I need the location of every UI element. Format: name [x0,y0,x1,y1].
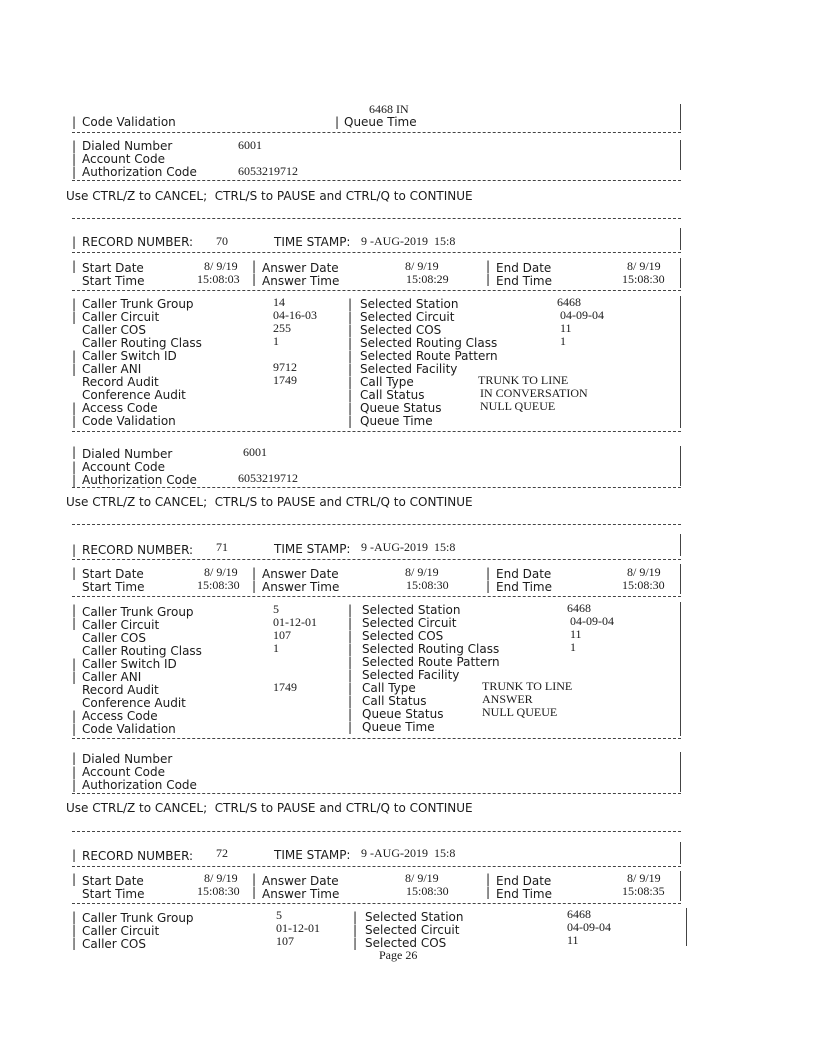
answer-date-label: Answer Date [262,261,339,275]
divider [72,866,681,867]
caller-ani-label: Caller ANI [82,670,142,684]
record-audit-label: Record Audit [82,375,159,389]
record-audit-label: Record Audit [82,683,159,697]
authorization-code-value: 6053219712 [238,164,298,178]
pipe: | [348,388,353,402]
start-date-value: 8/ 9/19 [204,871,238,885]
time-stamp-value: 9 -AUG-2019 15:8 [361,234,456,248]
pipe: | [348,603,353,617]
pipe: | [348,616,353,630]
time-stamp-label: TIME STAMP: [274,542,351,556]
answer-time-value: 15:08:30 [406,578,449,592]
caller-cos-value: 255 [273,321,291,335]
account-code-label: Account Code [82,460,165,474]
pipe: | [252,566,257,580]
selected-facility-label: Selected Facility [360,362,458,376]
pipe: | [72,616,77,630]
pipe: | [72,765,77,779]
end-date-label: End Date [496,874,552,888]
selected-circuit-value: 04-09-04 [567,920,611,934]
record-audit-value: 1749 [273,680,297,694]
divider [72,290,681,291]
end-time-value: 15:08:30 [622,578,665,592]
pipe: | [72,473,77,487]
pipe: | [252,579,257,593]
caller-switch-id-label: Caller Switch ID [82,349,177,363]
pipe: | [72,152,77,166]
selected-station-label: Selected Station [362,603,461,617]
caller-circuit-value: 01-12-01 [273,615,317,629]
page-number: Page 26 [379,948,418,962]
caller-trunk-group-label: Caller Trunk Group [82,911,194,925]
divider [72,831,681,832]
pipe: | [335,115,340,129]
pipe: | [72,362,77,376]
pipe: | [72,297,77,311]
selected-station-value: 6468 [567,907,591,921]
selected-cos-value: 11 [560,321,572,335]
divider [72,793,681,794]
pipe: | [72,872,77,886]
queue-time-label: Queue Time [344,115,417,129]
start-time-value: 15:08:30 [197,884,240,898]
authorization-code-label: Authorization Code [82,473,197,487]
selected-station-value: 6468 [567,601,591,615]
end-date-label: End Date [496,567,552,581]
pipe: | [72,401,77,415]
pipe: | [348,629,353,643]
access-code-label: Access Code [82,709,158,723]
dialed-number-value: 6001 [238,138,262,152]
end-time-value: 15:08:30 [622,272,665,286]
record-number-value: 71 [216,540,228,554]
pipe: | [72,657,77,671]
pipe: | [348,362,353,376]
pipe: | [72,445,77,459]
answer-date-label: Answer Date [262,567,339,581]
pipe: | [252,272,257,286]
caller-cos-value: 107 [273,628,291,642]
selected-routing-class-value: 1 [570,640,576,654]
answer-time-label: Answer Time [262,274,340,288]
border [680,258,681,288]
divider [72,524,681,525]
pipe: | [348,414,353,428]
start-date-label: Start Date [82,874,144,888]
caller-trunk-group-value: 5 [273,602,279,616]
end-date-label: End Date [496,261,552,275]
pipe: | [486,259,491,273]
divider [72,132,681,133]
pipe: | [348,668,353,682]
time-stamp-label: TIME STAMP: [274,235,351,249]
pipe: | [252,872,257,886]
facility-value: 6468 IN [369,102,409,116]
call-status-value: IN CONVERSATION [480,386,588,400]
queue-time-label: Queue Time [360,414,433,428]
answer-date-value: 8/ 9/19 [405,565,439,579]
authorization-code-label: Authorization Code [82,165,197,179]
divider [72,431,681,432]
pipe: | [72,910,77,924]
selected-circuit-value: 04-09-04 [560,308,604,322]
call-type-value: TRUNK TO LINE [482,679,573,693]
border [680,602,681,736]
divider [72,252,681,253]
call-type-label: Call Type [362,681,416,695]
answer-time-label: Answer Time [262,887,340,901]
start-time-value: 15:08:30 [197,578,240,592]
pipe: | [348,336,353,350]
start-time-value: 15:08:03 [197,272,240,286]
pipe: | [348,707,353,721]
call-status-value: ANSWER [482,692,533,706]
answer-date-label: Answer Date [262,874,339,888]
pipe: | [353,936,358,950]
call-status-label: Call Status [360,388,425,402]
start-time-label: Start Time [82,580,145,594]
selected-routing-class-label: Selected Routing Class [362,642,500,656]
account-code-label: Account Code [82,152,165,166]
record-number-label: RECORD NUMBER: [82,235,194,249]
caller-trunk-group-value: 14 [273,295,285,309]
answer-time-label: Answer Time [262,580,340,594]
code-validation-label: Code Validation [82,115,176,129]
time-stamp-label: TIME STAMP: [274,848,351,862]
selected-cos-value: 11 [570,627,582,641]
caller-switch-id-label: Caller Switch ID [82,657,177,671]
pipe: | [72,936,77,950]
dialed-number-label: Dialed Number [82,752,173,766]
pipe: | [72,165,77,179]
queue-status-label: Queue Status [360,401,442,415]
pipe: | [72,848,77,862]
pipe: | [486,872,491,886]
caller-trunk-group-value: 5 [276,908,282,922]
pipe: | [72,603,77,617]
selected-circuit-label: Selected Circuit [360,310,455,324]
continue-prompt: Use CTRL/Z to CANCEL; CTRL/S to PAUSE and CTRL/Q to CONTINUE [66,495,473,509]
pipe: | [348,655,353,669]
end-time-label: End Time [496,887,552,901]
caller-routing-class-label: Caller Routing Class [82,644,202,658]
answer-time-value: 15:08:29 [406,272,449,286]
pipe: | [348,642,353,656]
pipe: | [348,310,353,324]
pipe: | [72,543,77,557]
caller-ani-label: Caller ANI [82,362,142,376]
account-code-label: Account Code [82,765,165,779]
divider [72,559,681,560]
answer-date-value: 8/ 9/19 [405,259,439,273]
end-time-label: End Time [496,274,552,288]
pipe: | [353,910,358,924]
start-date-value: 8/ 9/19 [204,259,238,273]
selected-station-label: Selected Station [360,297,459,311]
pipe: | [72,259,77,273]
caller-cos-label: Caller COS [82,631,146,645]
caller-circuit-label: Caller Circuit [82,924,160,938]
caller-routing-class-value: 1 [273,641,279,655]
pipe: | [72,349,77,363]
border [680,842,681,864]
pipe: | [72,923,77,937]
border [680,228,681,250]
selected-cos-label: Selected COS [360,323,442,337]
selected-cos-value: 11 [567,933,579,947]
continue-prompt: Use CTRL/Z to CANCEL; CTRL/S to PAUSE and CTRL/Q to CONTINUE [66,189,473,203]
queue-status-value: NULL QUEUE [482,705,558,719]
pipe: | [348,720,353,734]
border [680,871,681,901]
caller-cos-label: Caller COS [82,937,146,951]
answer-date-value: 8/ 9/19 [405,871,439,885]
selected-route-pattern-label: Selected Route Pattern [362,655,500,669]
call-status-label: Call Status [362,694,427,708]
pipe: | [72,722,77,736]
pipe: | [348,694,353,708]
pipe: | [348,401,353,415]
selected-routing-class-label: Selected Routing Class [360,336,498,350]
queue-status-label: Queue Status [362,707,444,721]
divider [72,596,681,597]
dialed-number-label: Dialed Number [82,447,173,461]
border [680,446,681,486]
call-type-value: TRUNK TO LINE [478,373,569,387]
pipe: | [252,885,257,899]
selected-cos-label: Selected COS [365,936,447,950]
divider [72,218,681,219]
record-number-value: 70 [216,234,228,248]
selected-circuit-label: Selected Circuit [365,923,460,937]
border [680,564,681,594]
pipe: | [353,923,358,937]
caller-circuit-label: Caller Circuit [82,618,160,632]
selected-circuit-label: Selected Circuit [362,616,457,630]
start-date-value: 8/ 9/19 [204,565,238,579]
pipe: | [348,375,353,389]
start-date-label: Start Date [82,567,144,581]
time-stamp-value: 9 -AUG-2019 15:8 [361,540,456,554]
queue-status-value: NULL QUEUE [480,399,556,413]
start-time-label: Start Time [82,274,145,288]
queue-time-label: Queue Time [362,720,435,734]
caller-routing-class-label: Caller Routing Class [82,336,202,350]
conference-audit-label: Conference Audit [82,388,186,402]
selected-route-pattern-label: Selected Route Pattern [360,349,498,363]
pipe: | [72,751,77,765]
pipe: | [348,349,353,363]
caller-circuit-value: 01-12-01 [276,921,320,935]
selected-cos-label: Selected COS [362,629,444,643]
end-date-value: 8/ 9/19 [627,259,661,273]
end-date-value: 8/ 9/19 [627,871,661,885]
dialed-number-value: 6001 [243,445,267,459]
authorization-code-label: Authorization Code [82,778,197,792]
code-validation-label: Code Validation [82,722,176,736]
code-validation-label: Code Validation [82,414,176,428]
end-date-value: 8/ 9/19 [627,565,661,579]
pipe: | [348,681,353,695]
dialed-number-label: Dialed Number [82,139,173,153]
pipe: | [348,297,353,311]
pipe: | [72,566,77,580]
caller-ani-value: 9712 [273,360,297,374]
selected-station-label: Selected Station [365,910,464,924]
selected-station-value: 6468 [557,295,581,309]
record-number-label: RECORD NUMBER: [82,543,194,557]
border [686,908,687,946]
divider [72,487,681,488]
start-time-label: Start Time [82,887,145,901]
pipe: | [72,709,77,723]
end-time-label: End Time [496,580,552,594]
pipe: | [486,566,491,580]
access-code-label: Access Code [82,401,158,415]
border [680,140,681,170]
pipe: | [72,670,77,684]
pipe: | [72,460,77,474]
caller-routing-class-value: 1 [273,334,279,348]
pipe: | [72,115,77,129]
pipe: | [72,778,77,792]
continue-prompt: Use CTRL/Z to CANCEL; CTRL/S to PAUSE and CTRL/Q to CONTINUE [66,801,473,815]
start-date-label: Start Date [82,261,144,275]
border [680,104,681,130]
caller-trunk-group-label: Caller Trunk Group [82,605,194,619]
border [680,752,681,792]
caller-circuit-value: 04-16-03 [273,308,317,322]
call-type-label: Call Type [360,375,414,389]
divider [72,903,681,904]
time-stamp-value: 9 -AUG-2019 15:8 [361,846,456,860]
divider [72,180,681,181]
pipe: | [486,579,491,593]
end-time-value: 15:08:35 [622,884,665,898]
conference-audit-label: Conference Audit [82,696,186,710]
caller-trunk-group-label: Caller Trunk Group [82,297,194,311]
pipe: | [72,139,77,153]
record-number-value: 72 [216,846,228,860]
pipe: | [486,272,491,286]
selected-facility-label: Selected Facility [362,668,460,682]
pipe: | [486,885,491,899]
pipe: | [252,259,257,273]
record-audit-value: 1749 [273,373,297,387]
answer-time-value: 15:08:30 [406,884,449,898]
pipe: | [348,323,353,337]
caller-cos-value: 107 [276,934,294,948]
record-number-label: RECORD NUMBER: [82,849,194,863]
pipe: | [72,235,77,249]
border [680,296,681,428]
pipe: | [72,414,77,428]
selected-circuit-value: 04-09-04 [570,614,614,628]
pipe: | [72,310,77,324]
authorization-code-value: 6053219712 [238,471,298,485]
selected-routing-class-value: 1 [560,334,566,348]
border [680,534,681,556]
divider [72,738,681,739]
caller-cos-label: Caller COS [82,323,146,337]
caller-circuit-label: Caller Circuit [82,310,160,324]
